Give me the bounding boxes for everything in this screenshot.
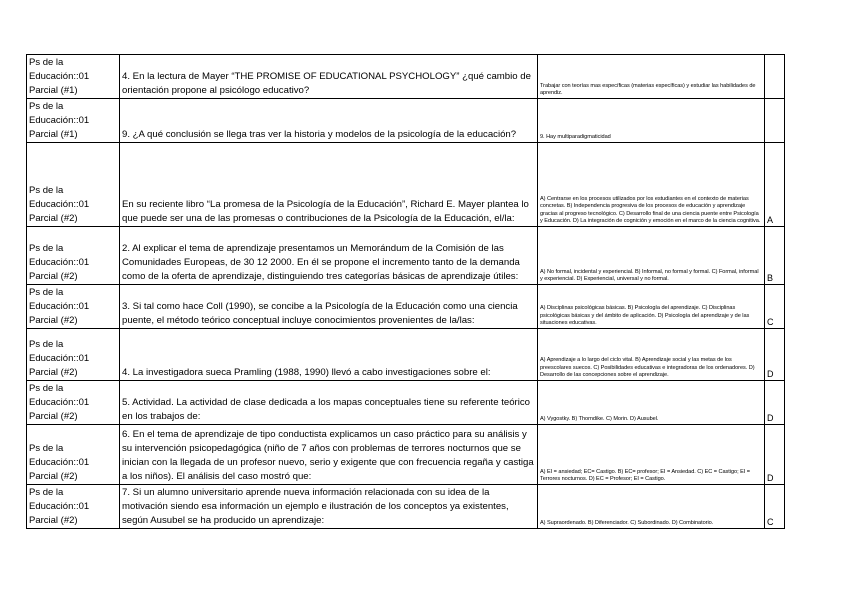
subject-line: Educación::01 — [29, 457, 90, 468]
table-row — [27, 329, 785, 381]
answer-cell: D — [765, 425, 785, 485]
question-cell: 6. En el tema de aprendizaje de tipo conductista explicamos un caso práctico para su análisis y su intervención psicopedagógica (niño de 7 años con problemas de terrores nocturnos que se inician con la llegada de un profesor nuevo, serio y exigente que con frecuencia regaña y castiga a los niños). El análisis del caso mostró que: — [120, 425, 538, 485]
question-rows — [27, 55, 785, 529]
answer-cell: C — [765, 285, 785, 329]
subject-line: Educación::01 — [29, 257, 90, 268]
options-cell: A) Aprendizaje a lo largo del ciclo vital. B) Aprendizaje social y las metas de los preescolares suecos. C) Posibilidades educativas e integradoras de los ordenadores. D) Desarrollo de las concepciones sobre el aprendizaje. — [538, 329, 765, 381]
subject-line: Educación::01 — [29, 199, 90, 210]
question-cell: 7. Si un alumno universitario aprende nueva información relacionada con su idea de la motivación siendo esa información un ejemplo e ilustración de los conceptos ya existentes, según Ausubel se ha producido un aprendizaje: — [120, 485, 538, 529]
subject-line: Parcial (#2) — [29, 315, 78, 326]
question-cell: 4. La investigadora sueca Pramling (1988, 1990) llevó a cabo investigaciones sobre el: — [120, 329, 538, 381]
table-row — [27, 143, 785, 227]
question-cell: 4. En la lectura de Mayer “THE PROMISE OF EDUCATIONAL PSYCHOLOGY” ¿qué cambio de orientación propone al psicólogo educativo? — [120, 55, 538, 99]
subject-line: Ps de la — [29, 383, 64, 394]
subject-line: Ps de la — [29, 101, 64, 112]
options-cell: A) EI = ansiedad; EC= Castigo. B) EC= profesor; EI = Ansiedad. C) EC = Castigo; EI = Terrores nocturnos. D) EC = Profesor; EI = Castigo. — [538, 425, 765, 485]
subject-line: Parcial (#2) — [29, 515, 78, 526]
subject-line: Parcial (#1) — [29, 129, 78, 140]
subject-line: Ps de la — [29, 185, 64, 196]
subject-line: Parcial (#2) — [29, 213, 78, 224]
subject-cell — [27, 227, 120, 285]
subject-line: Ps de la — [29, 243, 64, 254]
subject-line: Parcial (#2) — [29, 471, 78, 482]
subject-line: Ps de la — [29, 487, 64, 498]
subject-line: Educación::01 — [29, 397, 90, 408]
table-row — [27, 285, 785, 329]
options-cell: A) Centrarse en los procesos utilizados por los estudiantes en el contexto de materias concretas. B) Independencia progresiva de los procesos de educación y aprendizaje gracias al progreso tecnológico. C) Desarrollo final de una ciencia puente entre Psicología y Educación. D) La integración de cognición y emoción en el marco de la ciencia cognitiva. — [538, 143, 765, 227]
question-cell: 2. Al explicar el tema de aprendizaje presentamos un Memorándum de la Comisión de las Comunidades Europeas, de 30 12 2000. En él se propone el incremento tanto de la demanda como de la oferta de aprendizaje, distinguiendo tres categorías básicas de aprendizaje útiles: — [120, 227, 538, 285]
options-cell: A) No formal, incidental y experiencial. B) Informal, no formal y formal. C) Formal, informal y experiencial. D) Experiencial, universal y no formal. — [538, 227, 765, 285]
subject-line: Educación::01 — [29, 501, 90, 512]
subject-cell — [27, 285, 120, 329]
answer-cell: D — [765, 381, 785, 425]
subject-line: Parcial (#1) — [29, 85, 78, 96]
table-row — [27, 99, 785, 143]
subject-cell — [27, 381, 120, 425]
answer-cell: B — [765, 227, 785, 285]
answer-cell — [765, 99, 785, 143]
question-cell: 3. Si tal como hace Coll (1990), se concibe a la Psicología de la Educación como una ciencia puente, el método teórico conceptual incluye conocimientos provenientes de la/las: — [120, 285, 538, 329]
subject-cell — [27, 55, 120, 99]
options-cell: A) Vygostky. B) Thorndike. C) Morin. D) Ausubel. — [538, 381, 765, 425]
answer-cell — [765, 55, 785, 99]
options-cell: Trabajar con teorías mas específicas (materias específicas) y estudiar las habilidades de aprendiz. — [538, 55, 765, 99]
subject-line: Educación::01 — [29, 301, 90, 312]
subject-line: Ps de la — [29, 443, 64, 454]
table-row — [27, 381, 785, 425]
subject-line: Parcial (#2) — [29, 367, 78, 378]
subject-line: Parcial (#2) — [29, 271, 78, 282]
table-row — [27, 485, 785, 529]
subject-line: Ps de la — [29, 287, 64, 298]
answer-cell: D — [765, 329, 785, 381]
subject-cell — [27, 143, 120, 227]
subject-line: Educación::01 — [29, 353, 90, 364]
options-cell: A) Disciplinas psicológicas básicas. B) Psicología del aprendizaje. C) Disciplinas psicológicas básicas y del ámbito de aplicación. D) Psicología del aprendizaje y de las situaciones educativas. — [538, 285, 765, 329]
question-cell: 9. ¿A qué conclusión se llega tras ver la historia y modelos de la psicología de la educación? — [120, 99, 538, 143]
table-row — [27, 425, 785, 485]
subject-cell — [27, 329, 120, 381]
subject-line: Ps de la — [29, 339, 64, 350]
table-row — [27, 55, 785, 99]
options-cell: A) Supraordenado. B) Diferenciador. C) Subordinado. D) Combinatorio. — [538, 485, 765, 529]
subject-cell — [27, 99, 120, 143]
subject-line: Ps de la — [29, 57, 64, 68]
answer-cell: C — [765, 485, 785, 529]
question-table — [26, 54, 785, 529]
answer-cell: A — [765, 143, 785, 227]
subject-cell — [27, 425, 120, 485]
question-cell: En su reciente libro “La promesa de la Psicología de la Educación”, Richard E. Mayer plantea lo que puede ser una de las promesas o contribuciones de la Psicología de la Educación, el/la: — [120, 143, 538, 227]
subject-line: Parcial (#2) — [29, 411, 78, 422]
table-row — [27, 227, 785, 285]
subject-line: Educación::01 — [29, 71, 90, 82]
options-cell: 9. Hay multiparadigmaticidad — [538, 99, 765, 143]
question-cell: 5. Actividad. La actividad de clase dedicada a los mapas conceptuales tiene su referente teórico en los trabajos de: — [120, 381, 538, 425]
subject-cell — [27, 485, 120, 529]
subject-line: Educación::01 — [29, 115, 90, 126]
